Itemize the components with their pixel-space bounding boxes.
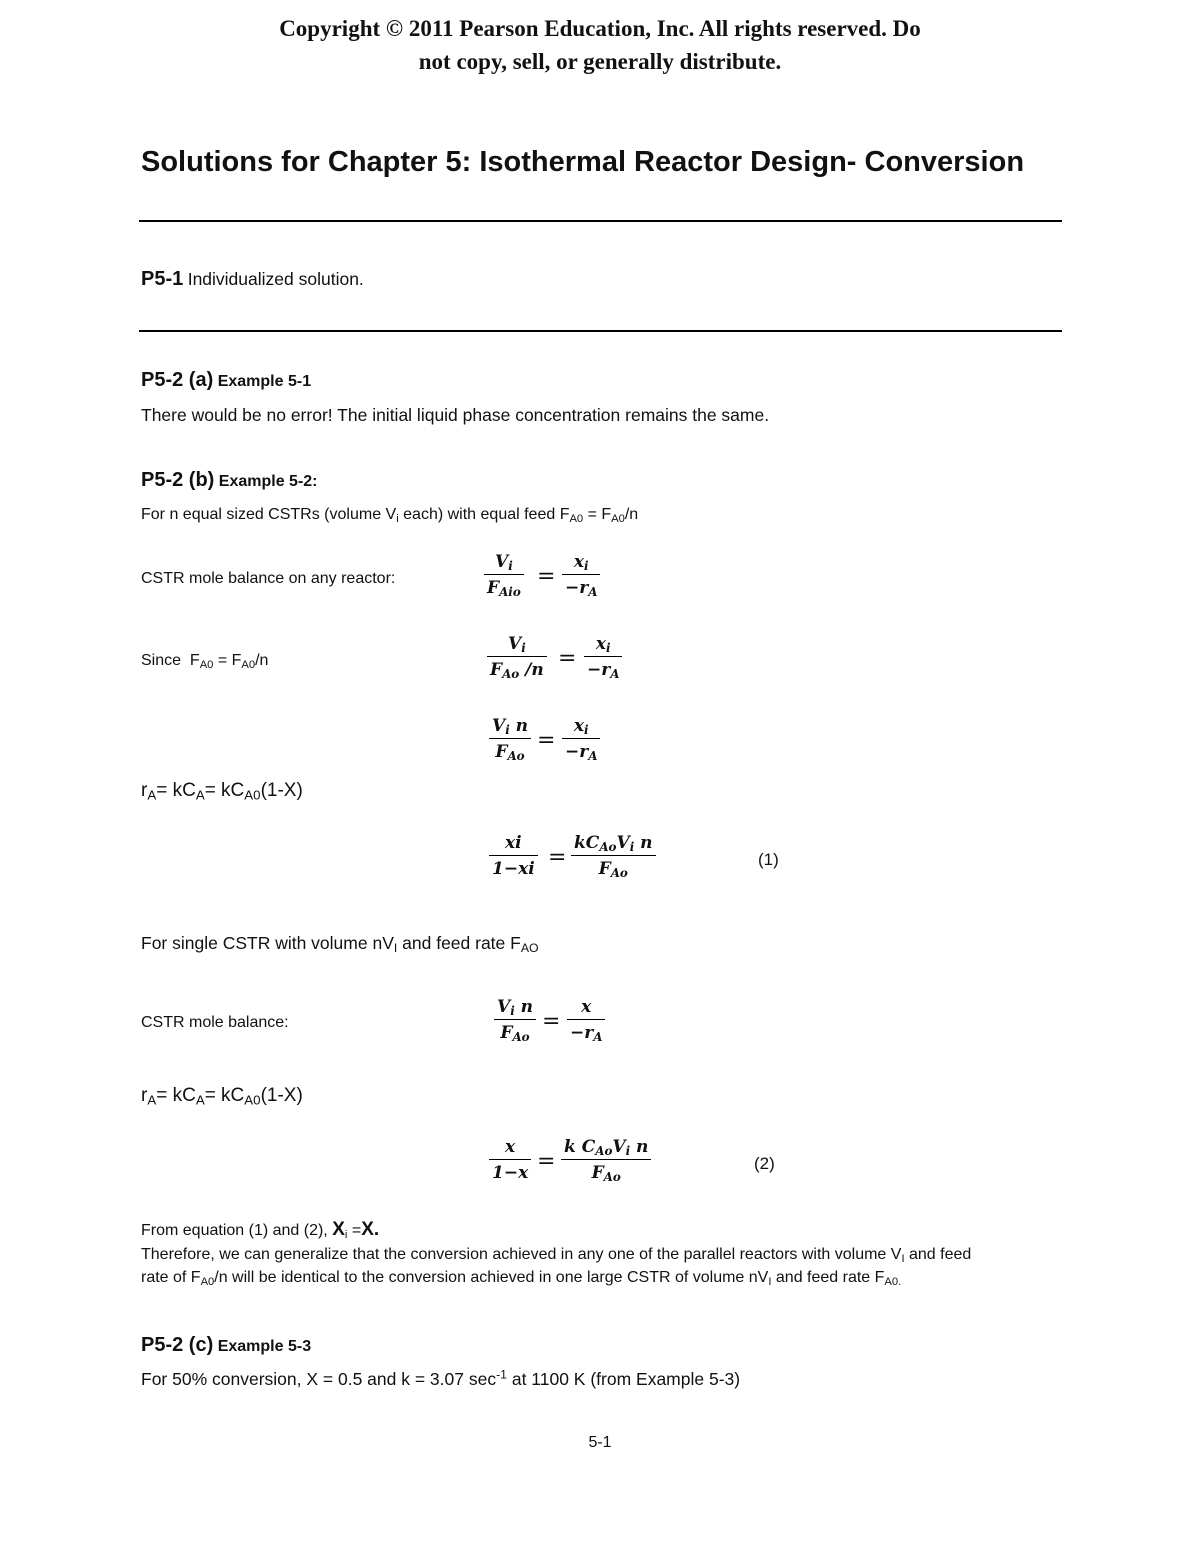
p5-2a-text: There would be no error! The initial liquid phase concentration remains the same. bbox=[141, 405, 770, 425]
p5-1-label: P5-1 bbox=[141, 268, 184, 290]
p5-2b-label: P5-2 (b) bbox=[141, 469, 215, 491]
copyright-line-2: not copy, sell, or generally distribute. bbox=[418, 49, 782, 74]
equals-sign: = bbox=[537, 1149, 556, 1174]
therefore-text: rate of F bbox=[141, 1269, 201, 1286]
equals-sign: = bbox=[548, 845, 567, 870]
therefore-text: Therefore, we can generalize that the conversion achieved in any one of the parallel reactors with volume V bbox=[141, 1246, 902, 1263]
single-cstr-text: For single CSTR with volume $nV_I$ and feed rate $F_{AO}$ bbox=[141, 933, 539, 956]
from-equation-text: From equation (1) and (2), $X_i =X$. bbox=[141, 1219, 380, 1241]
rate-law-2: $r_A= kC_A= kC_{A0}(1-X)$ bbox=[141, 1085, 303, 1108]
equation-number-2: (2) bbox=[754, 1154, 775, 1173]
since-label: Since $F_{A0} = F_{A0}/n$ bbox=[141, 652, 269, 671]
rate-law-1: $r_A= kC_A= kC_{A0}(1-X)$ bbox=[141, 780, 303, 803]
p5-2c-text-part: For 50% conversion, X = 0.5 and k = 3.07 sec bbox=[141, 1369, 497, 1389]
therefore-text: and feed bbox=[904, 1246, 972, 1263]
cstr-any-label: CSTR mole balance on any reactor: bbox=[141, 570, 396, 587]
equation-fraction: x $-r_A$ bbox=[567, 997, 605, 1043]
equals-sign: = bbox=[537, 728, 556, 753]
equation-fraction: xi 1−xi bbox=[489, 833, 538, 879]
equation-fraction: $x_i$ $-r_A$ bbox=[562, 716, 600, 762]
cstr-balance-label: CSTR mole balance: bbox=[141, 1014, 289, 1031]
p5-2c-text bbox=[141, 1369, 740, 1390]
p5-2b-intro: For n equal sized CSTRs (volume $V_i$ each) with equal feed $F_{A0} = F_{A0}/n$ bbox=[141, 506, 639, 525]
equation-fraction: x 1−x bbox=[489, 1137, 531, 1183]
intro-text: each) with equal feed F bbox=[398, 506, 570, 523]
equation-number-1: (1) bbox=[758, 850, 779, 869]
intro-text: /n bbox=[624, 506, 639, 523]
p5-2c-heading bbox=[141, 1334, 311, 1357]
rate-law-text: = kC bbox=[156, 780, 196, 801]
p5-2b-heading bbox=[141, 469, 318, 492]
p5-2c-example: Example 5-3 bbox=[217, 1338, 312, 1355]
p5-2c-text-part: at 1100 K (from Example 5-3) bbox=[506, 1369, 741, 1389]
therefore-text: and feed rate F bbox=[771, 1269, 885, 1286]
p5-2c-sup: -1 bbox=[496, 1367, 507, 1382]
p5-2a-label: P5-2 (a) bbox=[141, 369, 214, 391]
equation-fraction: $kC_{Ao}V_i$ n $F_{Ao}$ bbox=[571, 833, 656, 879]
p5-1-text: Individualized solution. bbox=[187, 269, 364, 289]
equals-sign: = bbox=[537, 564, 556, 589]
since-text: Since bbox=[141, 652, 182, 669]
equation-fraction: $V_i$ $F_{Aio}$ bbox=[484, 552, 524, 598]
p5-2c-label: P5-2 (c) bbox=[141, 1334, 214, 1356]
page-title: Solutions for Chapter 5: Isothermal Reactor Design- Conversion bbox=[141, 146, 1025, 178]
copyright-line-1: Copyright © 2011 Pearson Education, Inc. All rights reserved. Do bbox=[279, 16, 921, 41]
divider bbox=[139, 330, 1062, 332]
equals-sign: = bbox=[542, 1009, 561, 1034]
p5-2a-example: Example 5-1 bbox=[217, 373, 312, 390]
equation-fraction: $V_i$ n $F_{Ao}$ bbox=[494, 997, 536, 1043]
equation-fraction: $x_i$ $-r_A$ bbox=[584, 634, 622, 680]
p5-2a-heading bbox=[141, 369, 311, 392]
single-text: and feed rate F bbox=[397, 933, 521, 953]
divider bbox=[139, 220, 1062, 222]
p5-2b-example: Example 5-2: bbox=[218, 473, 318, 490]
page-number: 5-1 bbox=[588, 1434, 612, 1451]
equation-fraction: k $C_{Ao}V_i$ n $F_{Ao}$ bbox=[561, 1137, 651, 1183]
rate-law-text: = kC bbox=[156, 1085, 196, 1106]
equation-fraction: $V_i$ $F_{Ao}$ /n bbox=[487, 634, 547, 680]
p5-1-section bbox=[141, 268, 364, 291]
from-eq-text: From equation (1) and (2), bbox=[141, 1222, 328, 1239]
equals-sign: = bbox=[558, 646, 577, 671]
equation-fraction: $V_i$ n $F_{Ao}$ bbox=[489, 716, 531, 762]
therefore-paragraph: Therefore, we can generalize that the conversion achieved in any one of the parallel reactors with volume $V_I$ and feed rate of $F_{A0}/n$ will be identical to the conversion achieved in one large CSTR of volume $nV_I$ and feed rate $F_{A0.}$ bbox=[141, 1246, 972, 1288]
intro-text: = F bbox=[583, 506, 612, 523]
equation-fraction: $x_i$ $-r_A$ bbox=[562, 552, 600, 598]
single-text: For single CSTR with volume nV bbox=[141, 933, 394, 953]
intro-text: For n equal sized CSTRs (volume V bbox=[141, 506, 397, 523]
therefore-text: /n will be identical to the conversion achieved in one large CSTR of volume nV bbox=[214, 1269, 769, 1286]
